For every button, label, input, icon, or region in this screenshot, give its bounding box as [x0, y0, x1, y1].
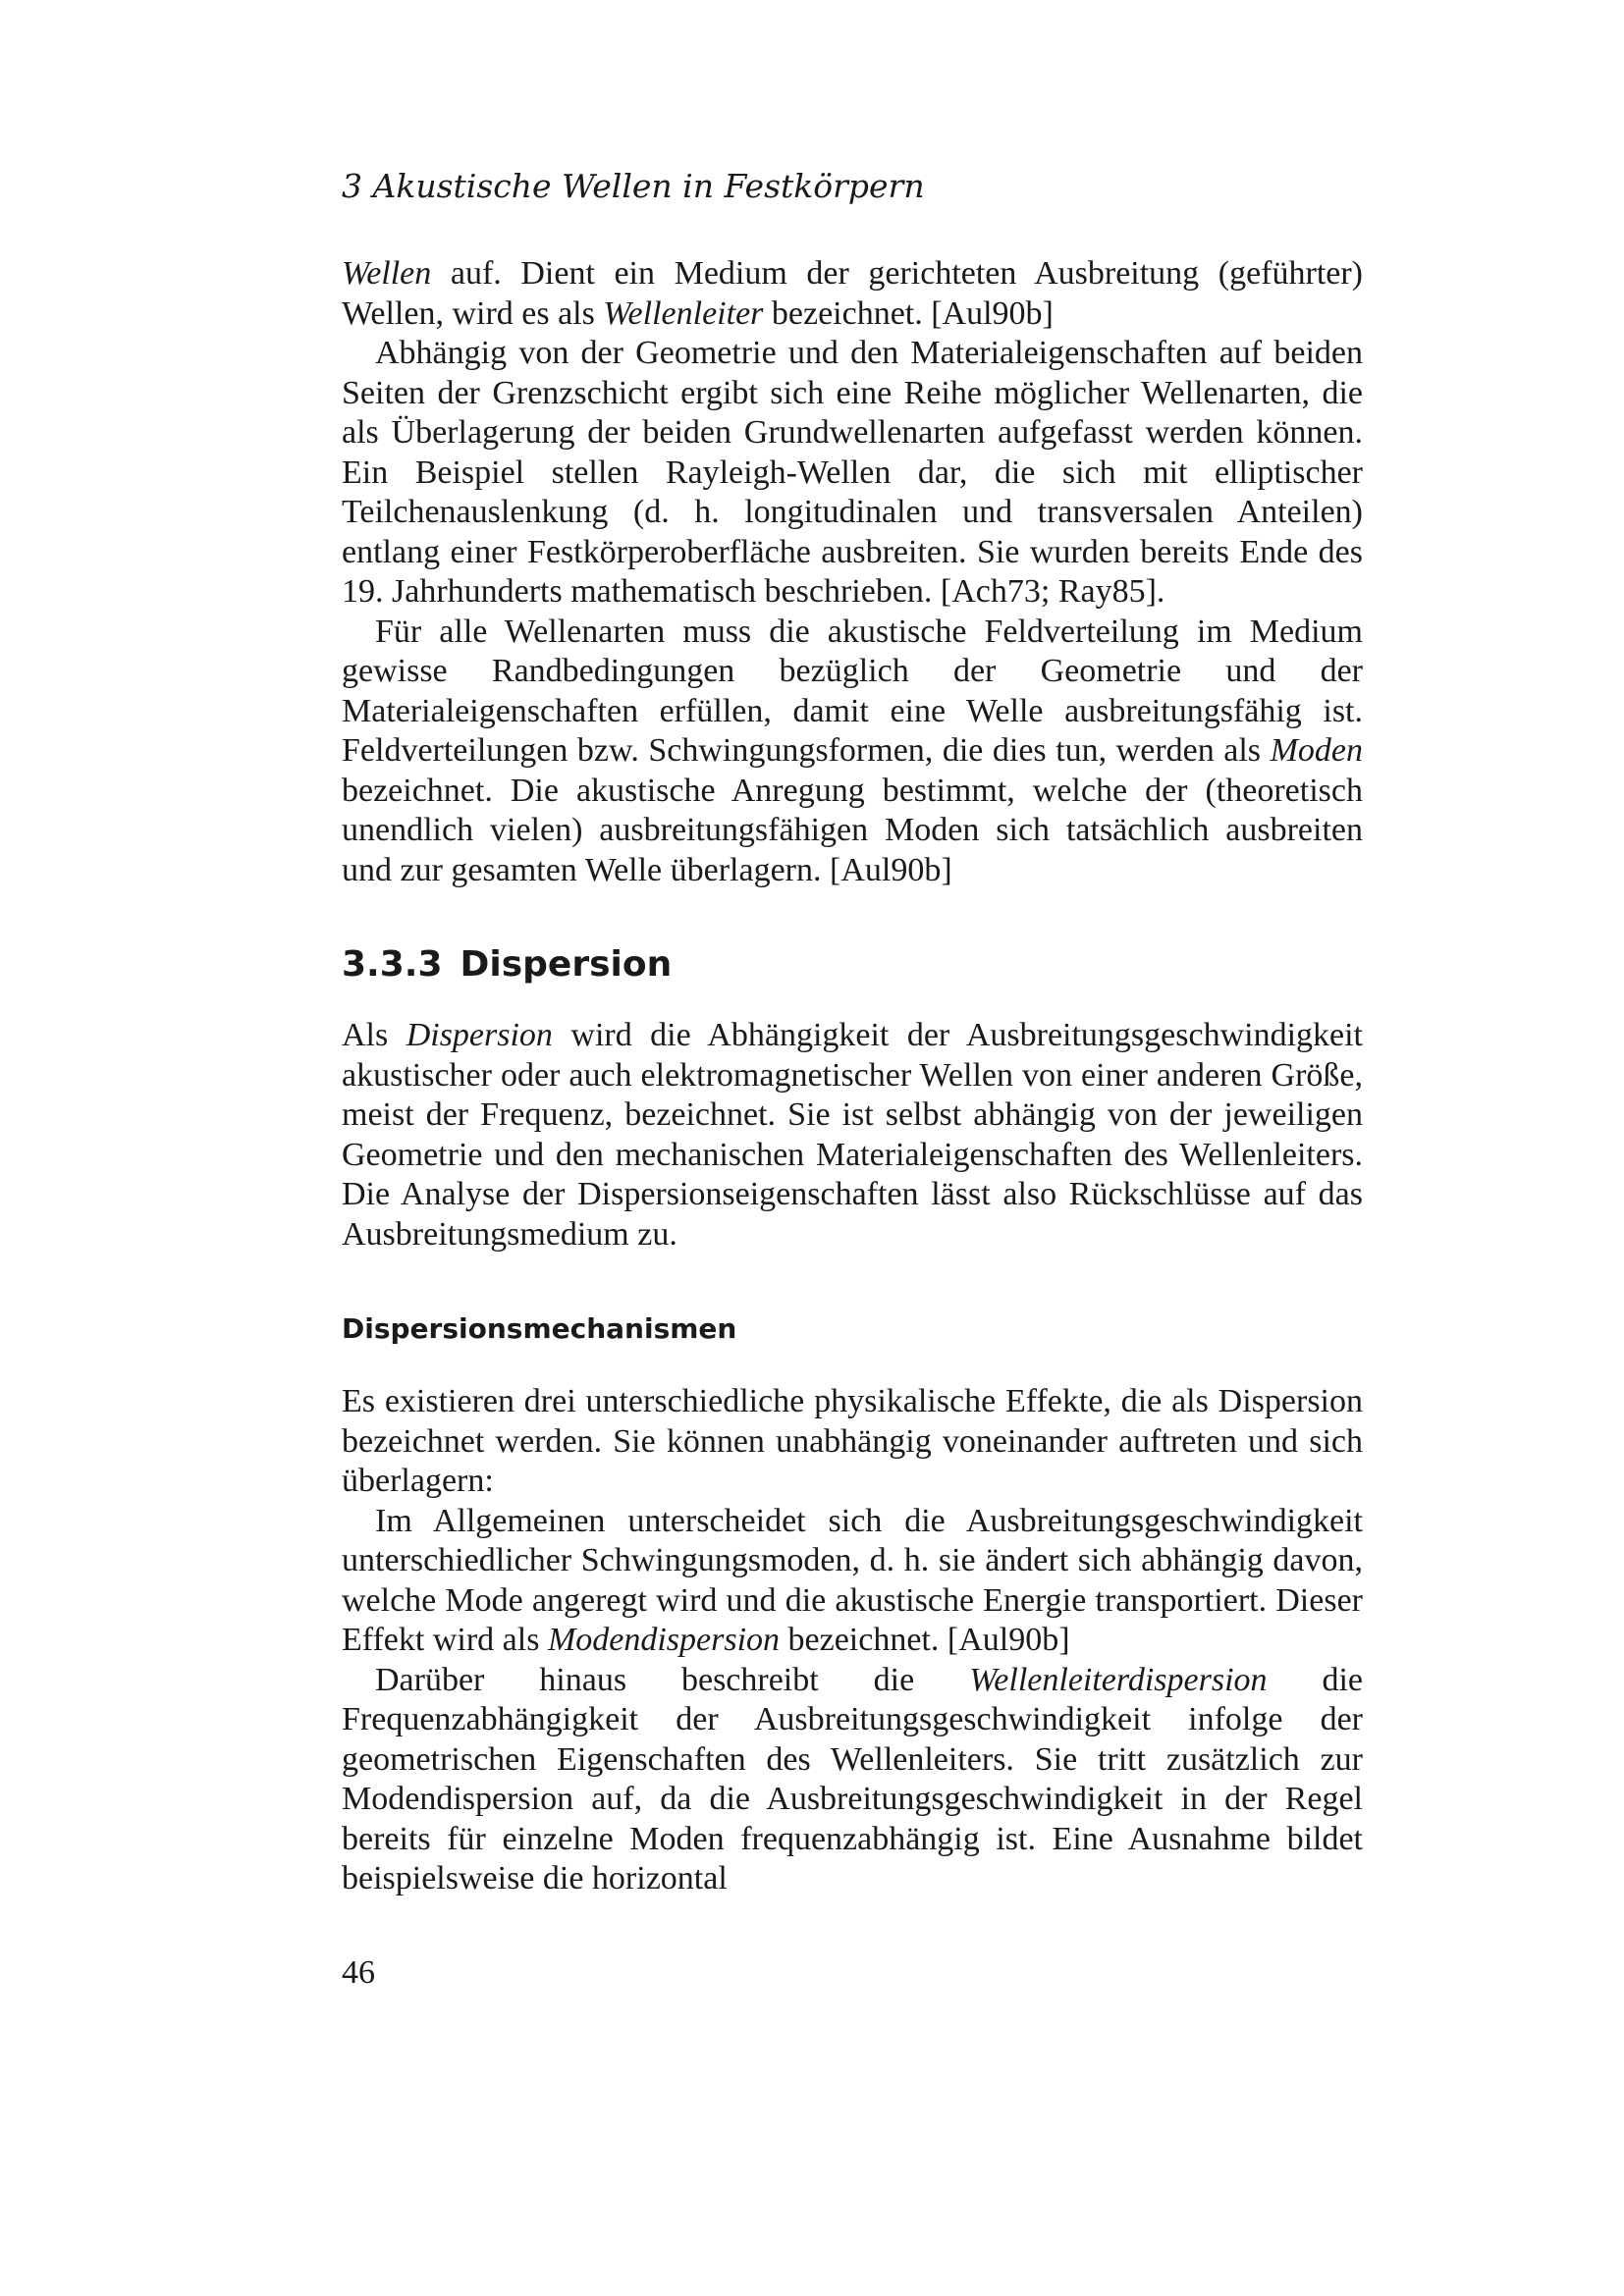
- emphasis-wellen: Wellen: [342, 255, 432, 292]
- paragraph-effekte: Es existieren drei unterschiedliche physikalische Effekte, die als Dispersion bezeichnet werden. Sie können unabhängig voneinander auftreten und sich überlagern:: [342, 1383, 1363, 1499]
- section-title: Dispersion: [460, 944, 673, 985]
- emphasis-dispersion: Dispersion: [406, 1017, 553, 1053]
- paragraph-continuation: [342, 254, 1363, 334]
- paragraph-text: bezeichnet. [Aul90b]: [780, 1622, 1070, 1658]
- paragraph-wellenarten: Abhängig von der Geometrie und den Materialeigenschaften auf beiden Seiten der Grenzschicht ergibt sich eine Reihe möglicher Wellenarten, die als Überlagerung der beiden Grundwellenarten aufgefasst werden können. Ein Beispiel stellen Rayleigh-Wellen dar, die sich mit elliptischer Teilchenauslenkung (d. h. longitudinalen und transversalen Anteilen) entlang einer Festkörperoberfläche ausbreiten. Sie wurden bereits Ende des 19. Jahrhunderts mathematisch beschrieben. [Ach73; Ray85].: [342, 335, 1363, 610]
- section-heading: [342, 943, 1363, 987]
- paragraph-text: Darüber hinaus beschreibt die: [375, 1661, 970, 1698]
- paragraph-modendispersion: [342, 1502, 1363, 1661]
- emphasis-wellenleiterdispersion: Wellenleiterdispersion: [969, 1661, 1268, 1698]
- paragraph-moden: [342, 613, 1363, 891]
- page-body: [342, 254, 1363, 1899]
- subsection-heading: Dispersionsmechanismen: [342, 1312, 737, 1345]
- paragraph-text: Als: [342, 1017, 406, 1053]
- emphasis-wellenleiter: Wellenleiter: [603, 294, 764, 332]
- section-number: 3.3.3: [342, 944, 443, 985]
- emphasis-moden: Moden: [1270, 732, 1363, 769]
- running-head: 3 Akustische Wellen in Festkörpern: [342, 167, 925, 205]
- page-number: 46: [342, 1954, 375, 1991]
- paragraph-text: auf. Dient ein Medium der gerichteten Ausbreitung (geführter) Wellen, wird es als: [342, 255, 1363, 332]
- paragraph-text: wird die Abhängigkeit der Ausbreitungsgeschwindigkeit akustischer oder auch elektromagnetischer Wellen von einer anderen Größe, meist der Frequenz, bezeichnet. Sie ist selbst abhängig von der jeweiligen Geometrie und den mechanischen Materialeigenschaften des Wellenleiters. Die Analyse der Dispersionseigenschaften lässt also Rückschlüsse auf das Ausbreitungsmedium zu.: [342, 1017, 1364, 1253]
- paragraph-wellenleiterdispersion: [342, 1661, 1363, 1899]
- paragraph-text: bezeichnet. Die akustische Anregung bestimmt, welche der (theoretisch unendlich vielen) ausbreitungsfähigen Moden sich tatsächlich ausbreiten und zur gesamten Welle überlagern. [Aul90b]: [342, 772, 1363, 888]
- emphasis-modendispersion: Modendispersion: [547, 1622, 781, 1658]
- paragraph-dispersion-definition: [342, 1016, 1363, 1255]
- paragraph-text: die Frequenzabhängigkeit der Ausbreitungsgeschwindigkeit infolge der geometrischen Eigenschaften des Wellenleiters. Sie tritt zusätzlich zur Modendispersion auf, da die Ausbreitungsgeschwindigkeit in der Regel bereits für einzelne Moden frequenzabhängig ist. Eine Ausnahme bildet beispielsweise die horizontal: [342, 1661, 1364, 1896]
- paragraph-text: bezeichnet. [Aul90b]: [763, 294, 1054, 332]
- paragraph-text: Im Allgemeinen unterscheidet sich die Ausbreitungsgeschwindigkeit unterschiedlicher Schwingungsmoden, d. h. sie ändert sich abhängig davon, welche Mode angeregt wird und die akustische Energie transportiert. Dieser Effekt wird als: [342, 1502, 1363, 1658]
- paragraph-text: Für alle Wellenarten muss die akustische Feldverteilung im Medium gewisse Randbedingungen bezüglich der Geometrie und der Materialeigenschaften erfüllen, damit eine Welle ausbreitungsfähig ist. Feldverteilungen bzw. Schwingungsformen, die dies tun, werden als: [342, 613, 1363, 769]
